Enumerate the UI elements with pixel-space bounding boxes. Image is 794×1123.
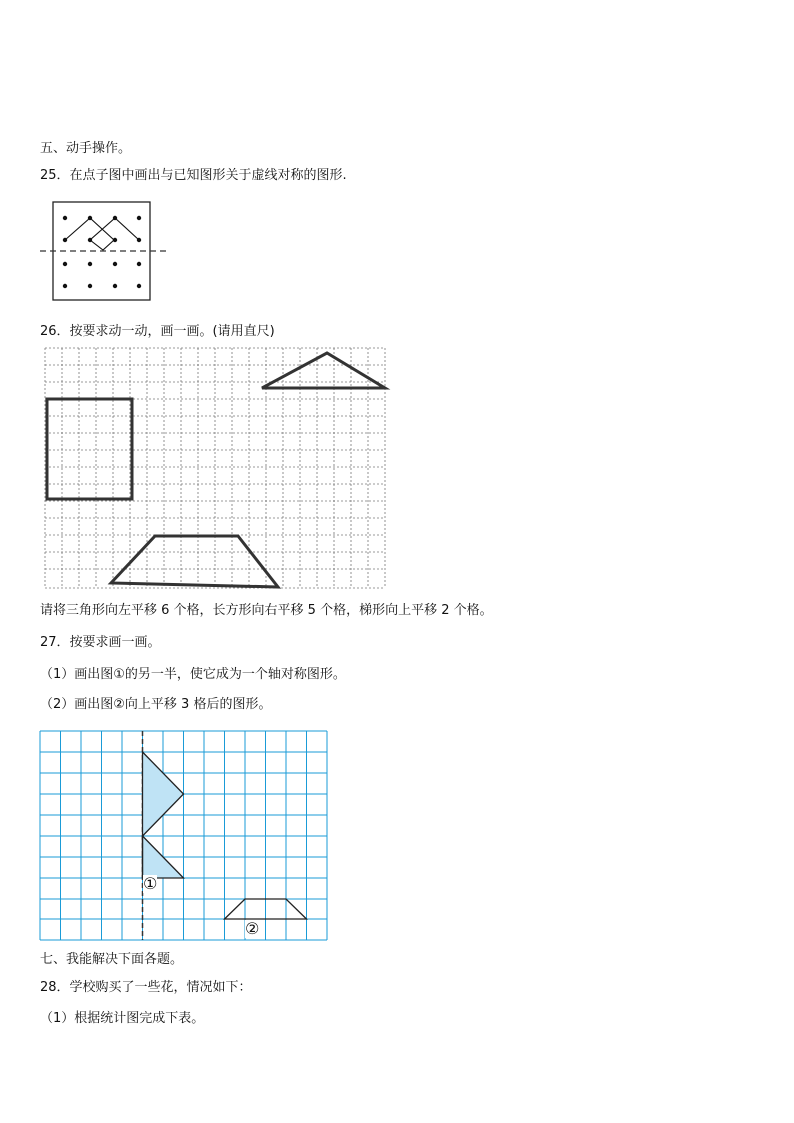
dot-diagram [38, 199, 168, 303]
dotted-grid [45, 348, 385, 588]
blue-grid [40, 731, 327, 940]
triangle-shape [262, 353, 385, 388]
question-26-instruction: 请将三角形向左平移 6 个格，长方形向右平移 5 个格，梯形向上平移 2 个格。 [40, 603, 493, 618]
question-27-part1: （1）画出图①的另一半，使它成为一个轴对称图形。 [40, 667, 346, 682]
given-shape-left [65, 218, 139, 250]
blue-grid-figure [38, 729, 330, 943]
dot-grid [63, 216, 141, 288]
question-25-text: 25．在点子图中画出与已知图形关于虚线对称的图形. [40, 168, 347, 183]
question-26-text: 26．按要求动一动，画一画。(请用直尺) [40, 324, 275, 339]
question-27-text: 27．按要求画一画。 [40, 635, 161, 650]
figure-2-label: ② [245, 919, 260, 938]
trapezoid-shape [111, 536, 278, 587]
question-28-text: 28．学校购买了一些花，情况如下： [40, 980, 252, 995]
section-heading-7: 七、我能解决下面各题。 [40, 952, 184, 967]
question-28-part1: （1）根据统计图完成下表。 [40, 1011, 205, 1026]
figure-1-label: ① [143, 874, 158, 893]
dotted-grid-figure [40, 343, 392, 591]
section-heading-5: 五、动手操作。 [40, 141, 132, 156]
question-27-part2: （2）画出图②向上平移 3 格后的图形。 [40, 697, 272, 712]
